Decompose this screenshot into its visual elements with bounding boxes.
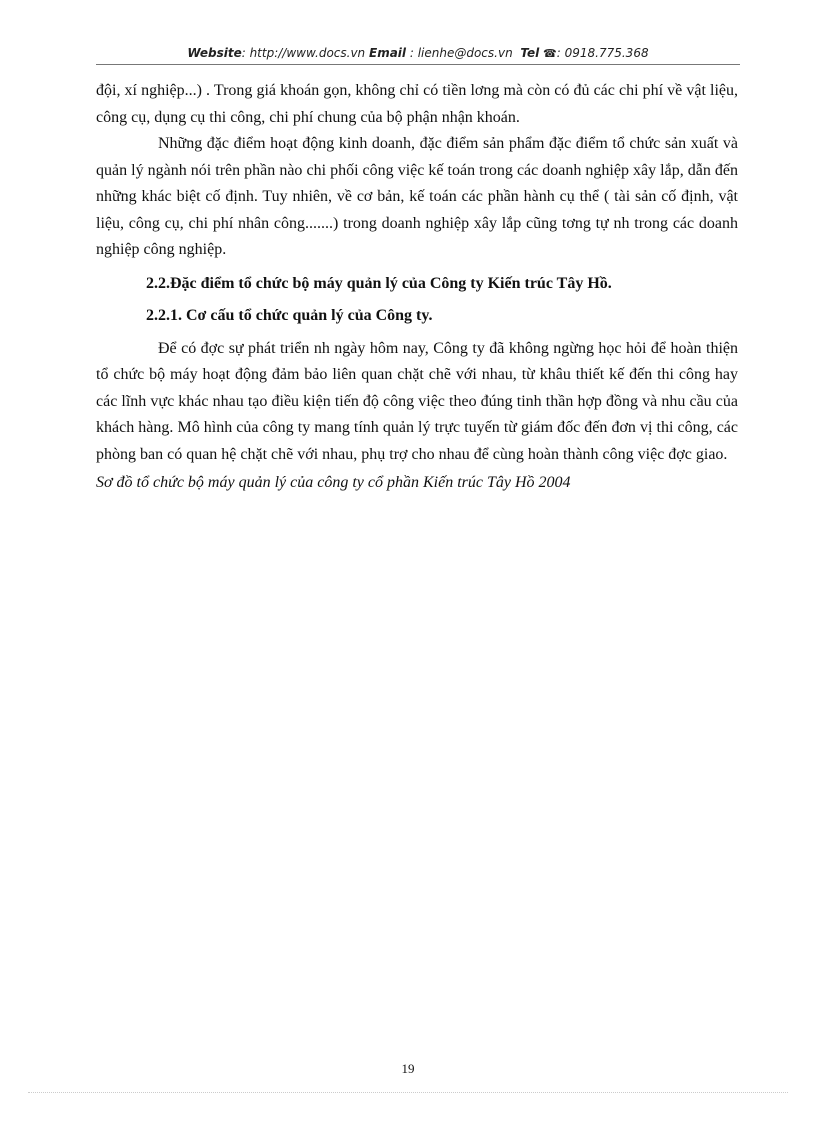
- paragraph-3: Để có đợc sự phát triển nh ngày hôm nay, Công ty đã không ngừng học hỏi để hoàn thiện tổ chức bộ máy hoạt động đảm bảo liên quan chặt chẽ với nhau, từ khâu thiết kế đến thi công hay các lĩnh vực khác nhau tạo điều kiện tiến độ công việc theo đúng tinh thần hợp đồng và nhu cầu của khách hàng. Mô hình của công ty mang tính quản lý trực tuyến từ giám đốc đến đơn vị thi công, các phòng ban có quan hệ chặt chẽ với nhau, phụ trợ cho nhau để cùng hoàn thành công việc đợc giao.: [96, 339, 738, 463]
- email-label: Email: [369, 46, 407, 60]
- section-heading-2-2: 2.2.Đặc điểm tổ chức bộ máy quản lý của Công ty Kiến trúc Tây Hồ.: [146, 274, 612, 292]
- diagram-caption: Sơ đồ tổ chức bộ máy quản lý của công ty cổ phần Kiến trúc Tây Hồ 2004: [96, 474, 571, 491]
- paragraph-2: Những đặc điểm hoạt động kinh doanh, đặc điểm sản phẩm đặc điểm tổ chức sản xuất và quản lý ngành nói trên phần nào chi phối công việc kế toán trong các doanh nghiệp xây lắp, dẫn đến những khác biệt cố định. Tuy nhiên, về cơ bản, kế toán các phần hành cụ thể ( tài sản cố định, vật liệu, công cụ, chi phí nhân công.......) trong doanh nghiệp xây lắp cũng tơng tự nh trong các doanh nghiệp công nghiệp.: [96, 135, 738, 258]
- website-value: : http://www.docs.vn: [241, 46, 366, 60]
- section-heading-2-2-1: 2.2.1. Cơ cấu tổ chức quản lý của Công ty.: [146, 307, 433, 324]
- email-value: : lienhe@docs.vn: [406, 46, 513, 60]
- website-label: Website: [187, 46, 242, 60]
- tel-label: Tel: [520, 46, 540, 60]
- footer-divider: [28, 1092, 788, 1093]
- phone-icon: ☎: [543, 47, 557, 60]
- page-header: [96, 46, 740, 65]
- paragraph-1: đội, xí nghiệp...) . Trong giá khoán gọn, không chỉ có tiền lơng mà còn có đủ các chi phí về vật liệu, công cụ, dụng cụ thi công, chi phí chung của bộ phận nhận khoán.: [96, 82, 738, 126]
- page-number: 19: [401, 1061, 415, 1076]
- tel-value: : 0918.775.368: [556, 46, 649, 60]
- document-body: [96, 78, 738, 497]
